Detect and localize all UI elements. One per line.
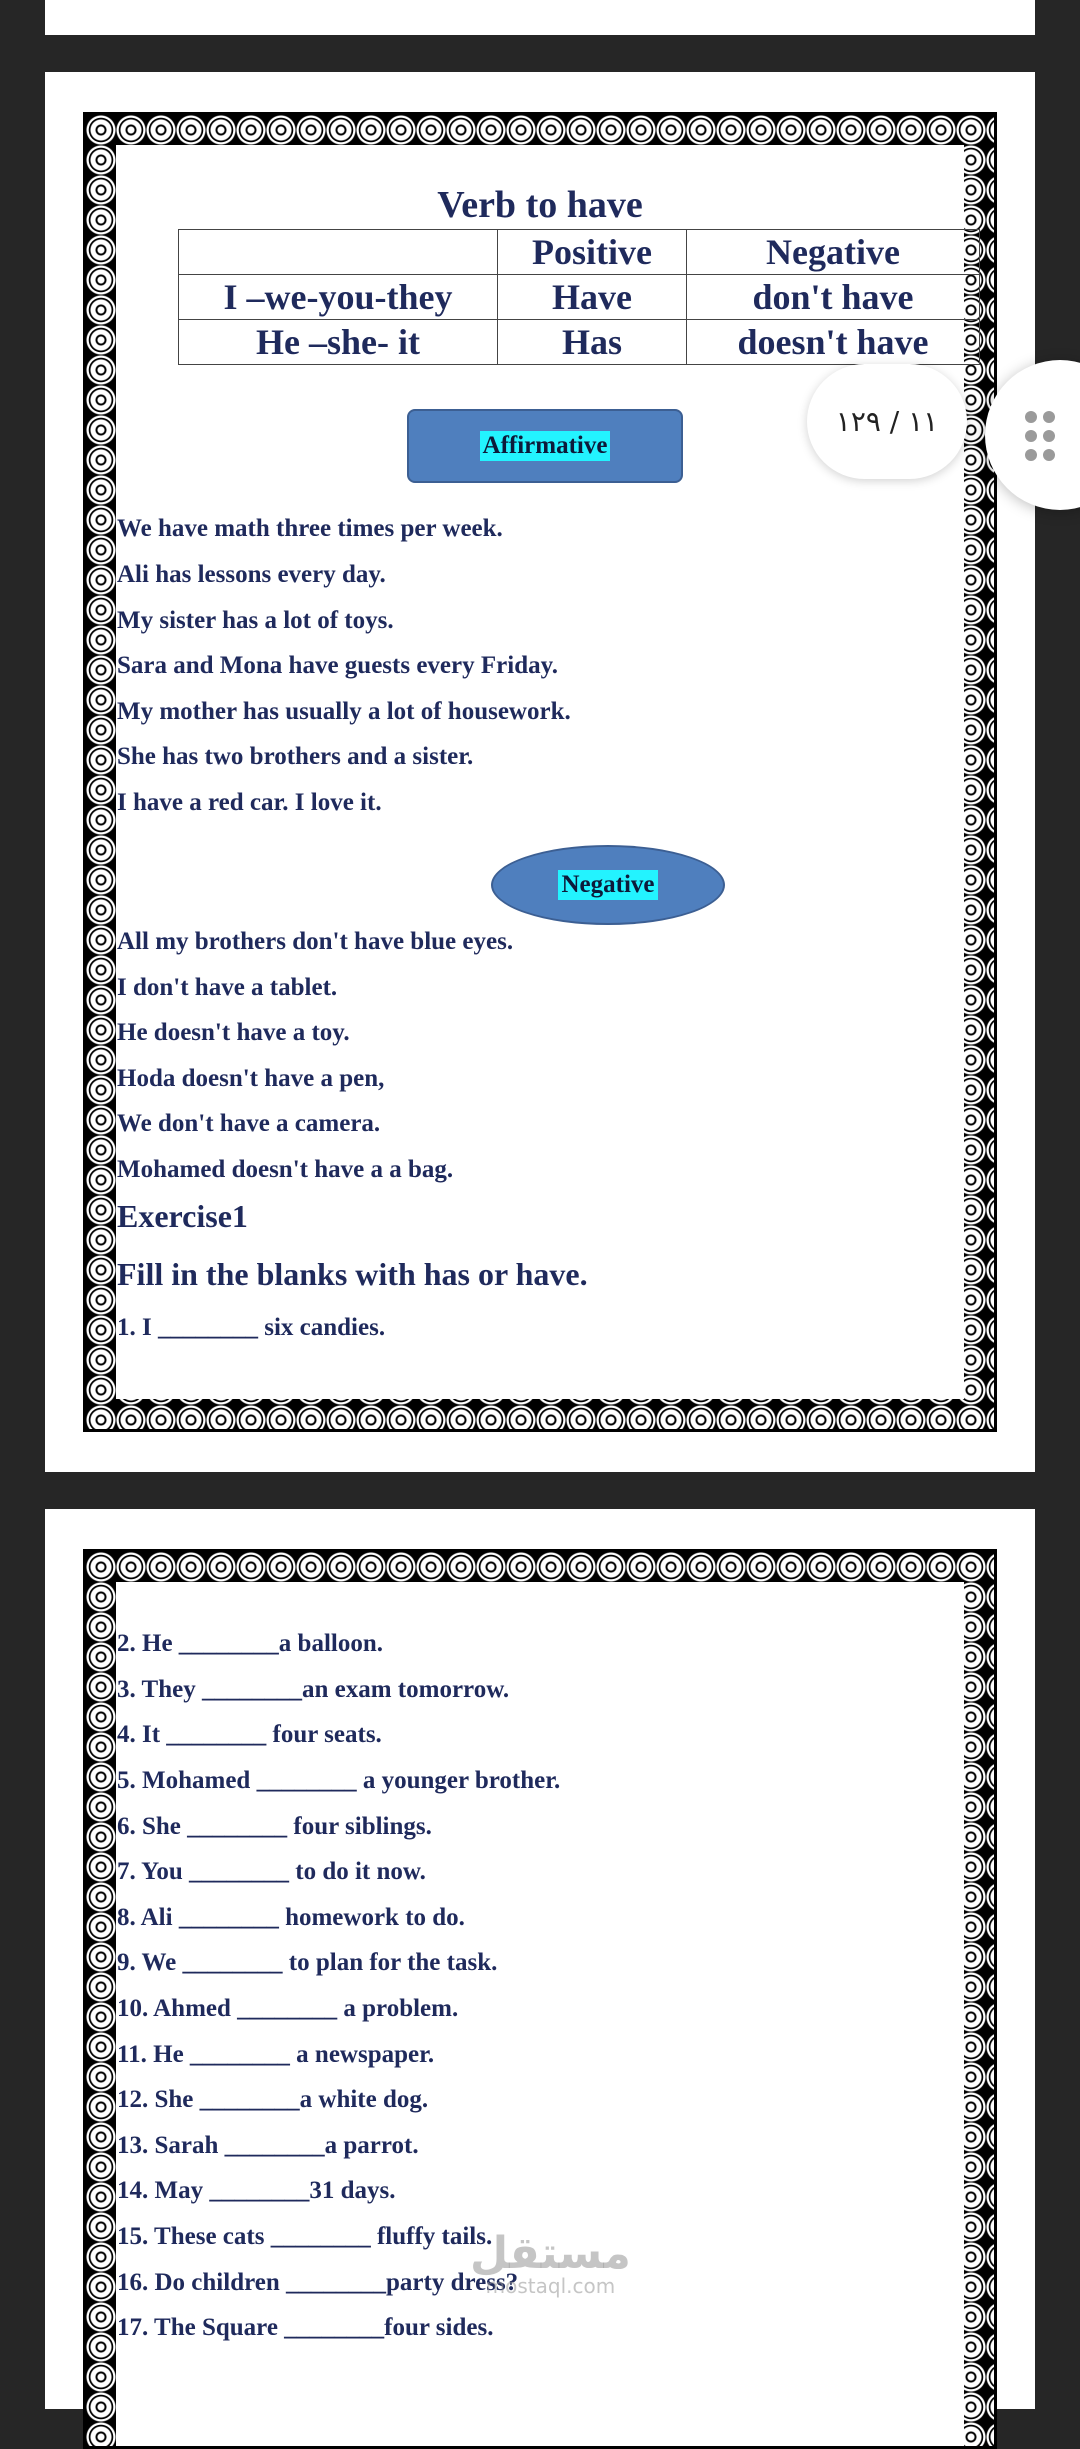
watermark-logo	[470, 2228, 631, 2298]
exercise-item: 6. She ________ four siblings.	[117, 1813, 432, 1840]
table-cell: I –we-you-they	[179, 275, 498, 320]
table-cell: Have	[498, 275, 687, 320]
table-header-positive: Positive	[498, 230, 687, 275]
negative-line: I don't have a tablet.	[117, 974, 338, 1001]
exercise-item: 17. The Square ________four sides.	[117, 2314, 494, 2341]
table-row	[179, 320, 980, 365]
negative-line: We don't have a camera.	[117, 1110, 381, 1137]
table-cell	[179, 230, 498, 275]
page-2-content	[116, 1582, 964, 2446]
exercise-item: 5. Mohamed ________ a younger brother.	[117, 1767, 561, 1794]
exercise-item: 12. She ________a white dog.	[117, 2086, 429, 2113]
exercise-item: 8. Ali ________ homework to do.	[117, 1904, 465, 1931]
watermark-latin: mostaql.com	[485, 2274, 616, 2298]
exercise-item: 13. Sarah ________a parrot.	[117, 2132, 419, 2159]
negative-line: All my brothers don't have blue eyes.	[117, 928, 514, 955]
negative-line: Hoda doesn't have a pen,	[117, 1065, 385, 1092]
page-1-content	[116, 145, 964, 1399]
page-indicator[interactable]: ١١ / ١٢٩	[807, 364, 967, 479]
affirmative-line: Ali has lessons every day.	[117, 561, 386, 588]
affirmative-line: She has two brothers and a sister.	[117, 743, 474, 770]
table-cell: Has	[498, 320, 687, 365]
page-2-ornamental-border	[83, 1549, 997, 2449]
exercise-item: 1. I ________ six candies.	[117, 1314, 386, 1341]
exercise-item: 9. We ________ to plan for the task.	[117, 1949, 498, 1976]
exercise-item: 11. He ________ a newspaper.	[117, 2041, 435, 2068]
table-cell: don't have	[687, 275, 980, 320]
exercise-item: 4. It ________ four seats.	[117, 1721, 382, 1748]
exercise-item: 14. May ________31 days.	[117, 2177, 396, 2204]
document-page-1	[45, 72, 1035, 1472]
table-row	[179, 230, 980, 275]
negative-label: Negative	[558, 870, 657, 900]
exercise-item: 10. Ahmed ________ a problem.	[117, 1995, 459, 2022]
page-title: Verb to have	[437, 184, 643, 226]
negative-label-box	[491, 845, 725, 925]
table-cell: doesn't have	[687, 320, 980, 365]
exercise-item: 2. He ________a balloon.	[117, 1630, 383, 1657]
table-row	[179, 275, 980, 320]
table-cell: He –she- it	[179, 320, 498, 365]
verb-table	[178, 229, 980, 365]
affirmative-line: I have a red car. I love it.	[117, 789, 382, 816]
exercise-title: Exercise1	[117, 1198, 248, 1234]
affirmative-line: Sara and Mona have guests every Friday.	[117, 652, 558, 679]
exercise-item: 7. You ________ to do it now.	[117, 1858, 426, 1885]
table-header-negative: Negative	[687, 230, 980, 275]
affirmative-label: Affirmative	[480, 431, 611, 461]
negative-line: He doesn't have a toy.	[117, 1019, 350, 1046]
affirmative-label-box	[407, 409, 683, 483]
exercise-instruction: Fill in the blanks with has or have.	[117, 1256, 588, 1292]
previous-page-sheet	[45, 0, 1035, 35]
affirmative-line: My sister has a lot of toys.	[117, 607, 394, 634]
negative-line: Mohamed doesn't have a a bag.	[117, 1156, 454, 1183]
exercise-item: 3. They ________an exam tomorrow.	[117, 1676, 510, 1703]
exercise-item: 16. Do children ________party dress?	[117, 2269, 519, 2296]
affirmative-line: We have math three times per week.	[117, 515, 503, 542]
grip-dots-icon	[1025, 411, 1055, 461]
watermark-arabic: مستقل	[470, 2228, 631, 2279]
affirmative-line: My mother has usually a lot of housework.	[117, 698, 571, 725]
exercise-item: 15. These cats ________ fluffy tails.	[117, 2223, 493, 2250]
page-1-ornamental-border	[83, 112, 997, 1432]
